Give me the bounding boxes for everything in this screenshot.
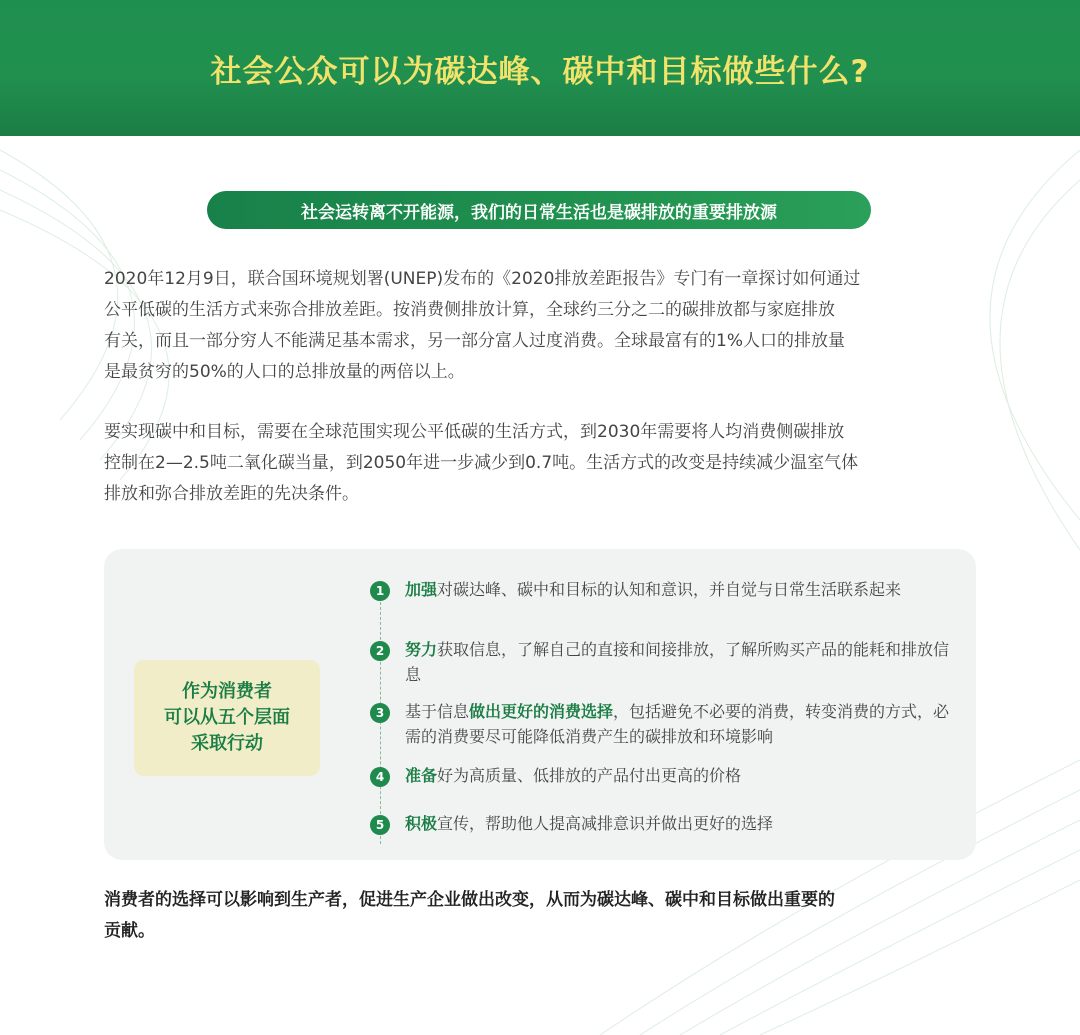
step-number-badge: 2 bbox=[370, 641, 390, 661]
consumer-callout-line: 可以从五个层面 bbox=[164, 707, 290, 728]
conclusion-line: 消费者的选择可以影响到生产者，促进生产企业做出改变，从而为碳达峰、碳中和目标做出重要的 bbox=[104, 890, 835, 910]
action-item-text: ，包括避免不必要的消费，转变消费的方式，必需的消费要尽可能降低消费产生的碳排放和环境影响 bbox=[405, 702, 950, 746]
action-item bbox=[405, 811, 950, 836]
consumer-callout-line: 采取行动 bbox=[191, 733, 263, 754]
consumer-callout-box bbox=[134, 660, 320, 776]
paragraph-line: 公平低碳的生活方式来弥合排放差距。按消费侧排放计算，全球约三分之二的碳排放都与家庭排放 bbox=[104, 300, 835, 320]
action-item-text: 获取信息，了解自己的直接和间接排放，了解所购买产品的能耗和排放信息 bbox=[405, 640, 950, 684]
step-number-badge: 5 bbox=[370, 815, 390, 835]
action-item-highlight: 积极 bbox=[405, 814, 438, 833]
paragraph-line: 有关，而且一部分穷人不能满足基本需求，另一部分富人过度消费。全球最富有的1%人口的排放量 bbox=[104, 331, 845, 351]
action-item-text: 对碳达峰、碳中和目标的认知和意识，并自觉与日常生活联系起来 bbox=[437, 580, 902, 599]
paragraph-line: 排放和弥合排放差距的先决条件。 bbox=[104, 484, 359, 504]
section-subtitle: 社会运转离不开能源，我们的日常生活也是碳排放的重要排放源 bbox=[301, 202, 777, 223]
consumer-callout-line: 作为消费者 bbox=[182, 681, 272, 702]
paragraph-line: 2020年12月9日，联合国环境规划署(UNEP)发布的《2020排放差距报告》专门有一章探讨如何通过 bbox=[104, 269, 861, 289]
action-item-text: 宣传，帮助他人提高减排意识并做出更好的选择 bbox=[437, 814, 774, 833]
section-subtitle-pill bbox=[207, 191, 871, 229]
action-item-highlight: 加强 bbox=[405, 580, 438, 599]
step-number-badge: 3 bbox=[370, 703, 390, 723]
action-item bbox=[405, 699, 950, 749]
step-number-badge: 1 bbox=[370, 581, 390, 601]
paragraph-unep-report bbox=[104, 264, 980, 388]
conclusion-line: 贡献。 bbox=[104, 921, 155, 941]
conclusion-text bbox=[104, 885, 980, 947]
step-number-badge: 4 bbox=[370, 767, 390, 787]
action-item-highlight: 努力 bbox=[405, 640, 438, 659]
action-item bbox=[405, 577, 950, 602]
action-item bbox=[405, 763, 950, 788]
paragraph-line: 要实现碳中和目标，需要在全球范围实现公平低碳的生活方式，到2030年需要将人均消费侧碳排放 bbox=[104, 422, 845, 442]
action-item-prefix: 基于信息 bbox=[405, 702, 470, 721]
paragraph-line: 控制在2—2.5吨二氧化碳当量，到2050年进一步减少到0.7吨。生活方式的改变是持续减少温室气体 bbox=[104, 453, 859, 473]
page-header bbox=[0, 0, 1080, 136]
paragraph-carbon-neutral-target bbox=[104, 417, 980, 510]
page-title: 社会公众可以为碳达峰、碳中和目标做些什么? bbox=[210, 53, 870, 90]
paragraph-line: 是最贫穷的50%的人口的总排放量的两倍以上。 bbox=[104, 362, 465, 382]
action-item-highlight: 做出更好的消费选择 bbox=[469, 702, 614, 721]
action-item-text: 好为高质量、低排放的产品付出更高的价格 bbox=[437, 766, 742, 785]
action-item-highlight: 准备 bbox=[405, 766, 438, 785]
action-item bbox=[405, 637, 950, 687]
